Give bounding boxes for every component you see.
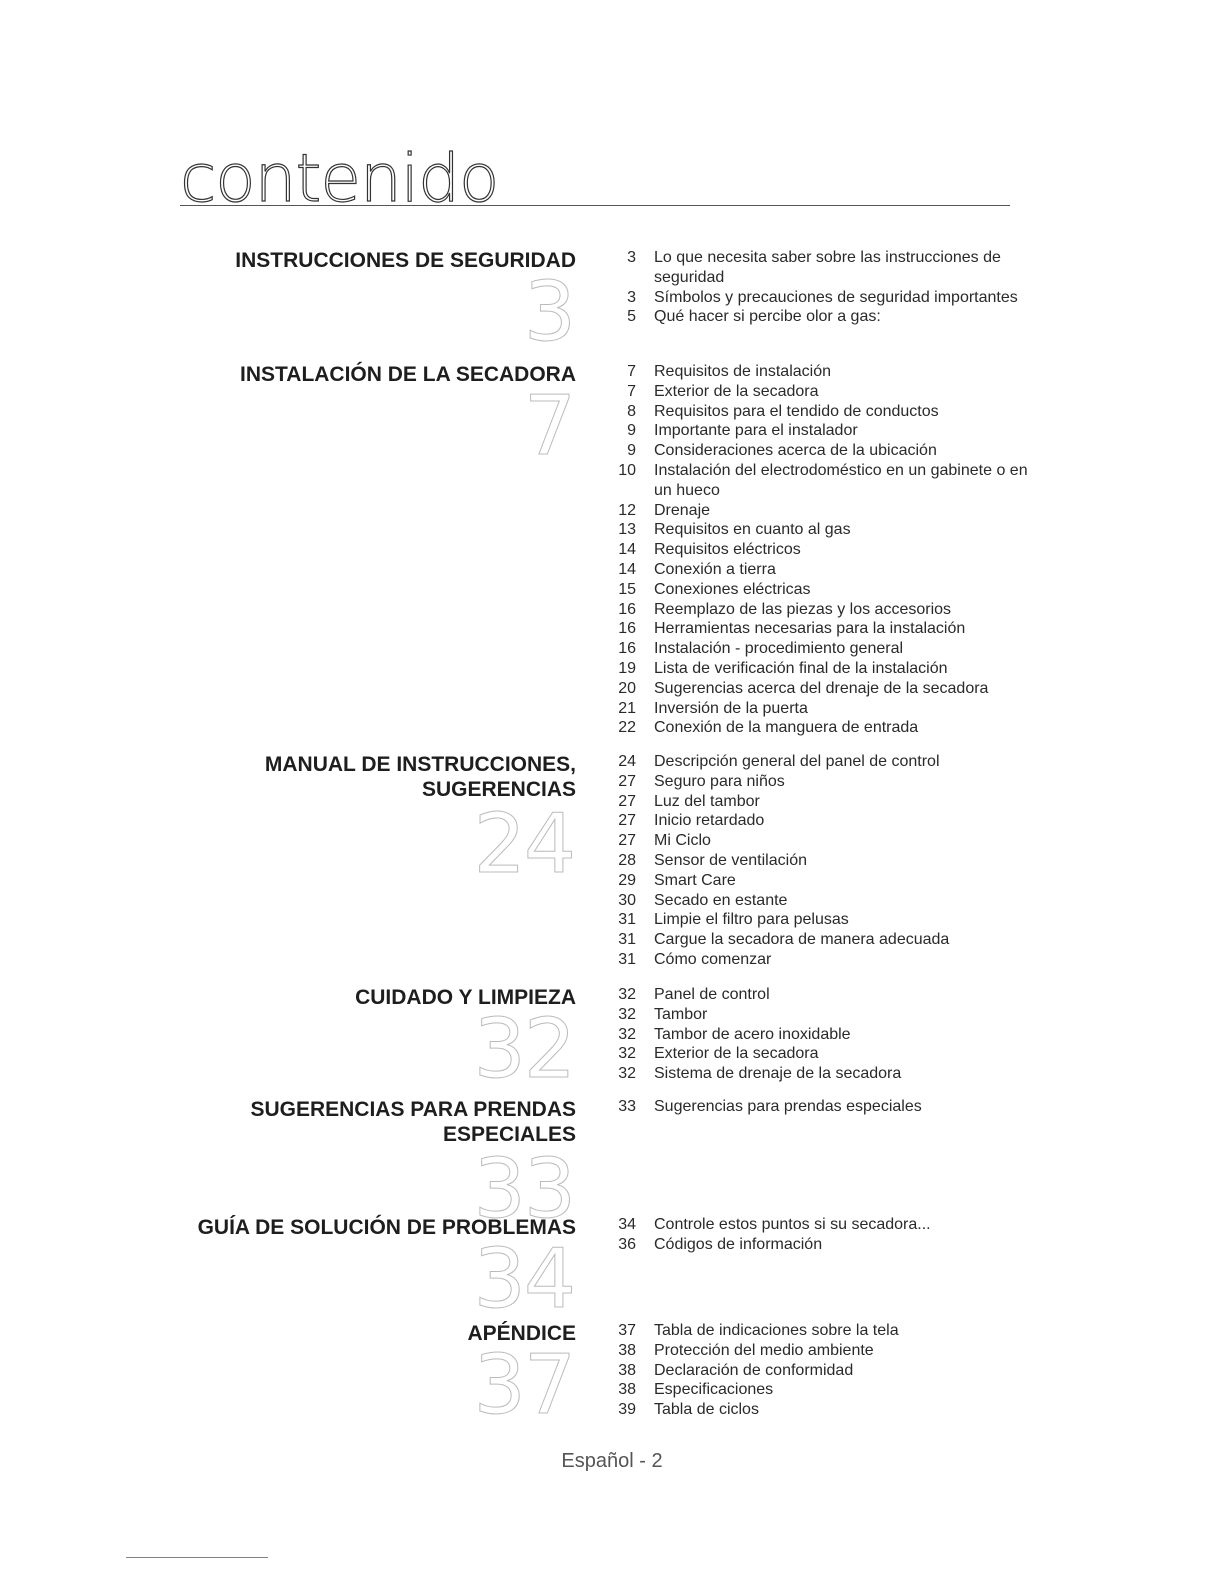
section-entries <box>610 1321 1030 1420</box>
entry-page-number: 27 <box>618 812 636 830</box>
entry-title: Consideraciones acerca de la ubicación <box>654 442 937 460</box>
toc-entry[interactable] <box>610 792 1030 812</box>
entry-title: Requisitos de instalación <box>654 363 831 380</box>
entry-page-number: 5 <box>627 308 636 326</box>
section-heading <box>156 752 576 802</box>
toc-entry[interactable] <box>610 1064 1030 1084</box>
toc-entry[interactable] <box>610 1341 1030 1361</box>
toc-entry[interactable] <box>610 1025 1030 1045</box>
entry-page-number: 16 <box>618 600 636 618</box>
entry-title: Importante para el instalador <box>654 422 858 440</box>
section-heading <box>156 1097 576 1147</box>
entry-title: Sensor de ventilación <box>654 851 807 869</box>
entry-title: Descripción general del panel de control <box>654 753 940 770</box>
toc-entry[interactable] <box>610 811 1030 831</box>
section-entries <box>610 985 1030 1084</box>
toc-entry[interactable] <box>610 985 1030 1005</box>
entry-title: Secado en estante <box>654 891 788 909</box>
entry-page-number: 27 <box>618 832 636 850</box>
entry-page-number: 30 <box>618 891 636 909</box>
toc-entry[interactable] <box>610 560 1030 580</box>
entry-title: Sistema de drenaje de la secadora <box>654 1065 902 1083</box>
toc-entry[interactable] <box>610 1361 1030 1381</box>
toc-entry[interactable] <box>610 910 1030 930</box>
entry-title: Mi Ciclo <box>654 832 711 850</box>
entry-page-number: 27 <box>618 772 636 790</box>
entry-title: Exterior de la secadora <box>654 1045 819 1063</box>
entry-title: Inicio retardado <box>654 812 765 830</box>
entry-title: Requisitos en cuanto al gas <box>654 521 851 539</box>
entry-title: Conexión de la manguera de entrada <box>654 719 919 737</box>
section-entries <box>610 1215 1030 1255</box>
toc-entry[interactable] <box>610 891 1030 911</box>
entry-page-number: 38 <box>618 1341 636 1359</box>
entry-page-number: 28 <box>618 851 636 869</box>
entry-title: Lo que necesita saber sobre las instrucciones de seguridad <box>654 249 1001 286</box>
entry-page-number: 32 <box>618 1005 636 1023</box>
toc-entry[interactable] <box>610 679 1030 699</box>
toc-entry[interactable] <box>610 772 1030 792</box>
section-heading <box>156 362 576 387</box>
toc-entry[interactable] <box>610 1380 1030 1400</box>
entry-page-number: 3 <box>627 288 636 306</box>
toc-entry[interactable] <box>610 441 1030 461</box>
section-heading <box>156 248 576 273</box>
section-entries <box>610 248 1030 327</box>
section-heading-line: CUIDADO Y LIMPIEZA <box>355 986 576 1009</box>
entry-page-number: 32 <box>618 1045 636 1063</box>
toc-entry[interactable] <box>610 619 1030 639</box>
toc-entry[interactable] <box>610 831 1030 851</box>
section-page-number: 33 <box>473 1142 574 1237</box>
entry-title: Protección del medio ambiente <box>654 1341 874 1359</box>
section-page-number: 3 <box>523 265 574 360</box>
toc-entry[interactable] <box>610 501 1030 521</box>
entry-title: Cargue la secadora de manera adecuada <box>654 931 950 949</box>
toc-entry[interactable] <box>610 752 1030 772</box>
entry-page-number: 32 <box>618 1065 636 1083</box>
section-page-number: 37 <box>473 1338 574 1433</box>
entry-title: Especificaciones <box>654 1381 774 1399</box>
toc-entry[interactable] <box>610 1215 1030 1235</box>
toc-entry[interactable] <box>610 288 1030 308</box>
section-heading-line: SUGERENCIAS PARA PRENDAS <box>250 1098 576 1121</box>
entry-page-number: 38 <box>618 1381 636 1399</box>
entry-page-number: 33 <box>618 1098 636 1115</box>
entry-page-number: 3 <box>627 249 636 266</box>
toc-entry[interactable] <box>610 718 1030 738</box>
bottom-rule <box>126 1557 268 1558</box>
entry-title: Tambor de acero inoxidable <box>654 1025 851 1043</box>
entry-page-number: 14 <box>618 541 636 559</box>
page-footer: Español - 2 <box>561 1450 663 1472</box>
entry-page-number: 27 <box>618 792 636 810</box>
entry-page-number: 19 <box>618 659 636 677</box>
toc-entry[interactable] <box>610 851 1030 871</box>
toc-entry[interactable] <box>610 930 1030 950</box>
entry-page-number: 15 <box>618 580 636 598</box>
section-page-number: 24 <box>473 797 574 892</box>
toc-entry[interactable] <box>610 362 1030 382</box>
entry-page-number: 29 <box>618 871 636 889</box>
entry-title: Declaración de conformidad <box>654 1361 854 1379</box>
entry-page-number: 7 <box>627 382 636 400</box>
entry-title: Controle estos puntos si su secadora... <box>654 1216 931 1233</box>
entry-title: Lista de verificación final de la instalación <box>654 659 948 677</box>
entry-title: Seguro para niños <box>654 772 785 790</box>
page-title: contenido <box>180 140 499 217</box>
title-rule <box>180 205 1010 206</box>
entry-page-number: 16 <box>618 620 636 638</box>
toc-entry[interactable] <box>610 461 1030 501</box>
entry-page-number: 22 <box>618 719 636 737</box>
entry-title: Tambor <box>654 1005 708 1023</box>
section-entries <box>610 362 1030 738</box>
entry-title: Instalación del electrodoméstico en un gabinete o en un hueco <box>654 461 1028 499</box>
entry-page-number: 37 <box>618 1322 636 1339</box>
entry-page-number: 36 <box>618 1235 636 1253</box>
entry-page-number: 13 <box>618 521 636 539</box>
entry-title: Conexiones eléctricas <box>654 580 811 598</box>
section-heading-line: INSTALACIÓN DE LA SECADORA <box>240 363 576 386</box>
toc-entry[interactable] <box>610 520 1030 540</box>
section-page-number: 32 <box>473 1002 574 1097</box>
toc-entry[interactable] <box>610 1044 1030 1064</box>
entry-title: Herramientas necesarias para la instalación <box>654 620 966 638</box>
entry-page-number: 32 <box>618 1025 636 1043</box>
entry-title: Requisitos para el tendido de conductos <box>654 402 939 420</box>
toc-entry[interactable] <box>610 580 1030 600</box>
toc-entry[interactable] <box>610 659 1030 679</box>
entry-title: Conexión a tierra <box>654 560 776 578</box>
section-heading-line: APÉNDICE <box>467 1322 576 1345</box>
entry-title: Inversión de la puerta <box>654 699 808 717</box>
entry-page-number: 14 <box>618 560 636 578</box>
toc-entry[interactable] <box>610 871 1030 891</box>
entry-title: Exterior de la secadora <box>654 382 819 400</box>
entry-title: Drenaje <box>654 501 711 519</box>
section-page-number: 7 <box>523 379 574 474</box>
entry-page-number: 31 <box>618 911 636 929</box>
entry-title: Reemplazo de las piezas y los accesorios <box>654 600 952 618</box>
section-heading-line: INSTRUCCIONES DE SEGURIDAD <box>235 249 576 272</box>
section-page-number: 34 <box>473 1232 574 1327</box>
entry-page-number: 21 <box>618 699 636 717</box>
entry-page-number: 24 <box>618 753 636 770</box>
entry-title: Símbolos y precauciones de seguridad importantes <box>654 288 1018 306</box>
entry-page-number: 20 <box>618 679 636 697</box>
entry-title: Códigos de información <box>654 1235 823 1253</box>
entry-title: Smart Care <box>654 871 736 889</box>
entry-page-number: 8 <box>627 402 636 420</box>
toc-entry[interactable] <box>610 1321 1030 1341</box>
entry-page-number: 7 <box>627 363 636 380</box>
toc-entry[interactable] <box>610 402 1030 422</box>
toc-entry[interactable] <box>610 950 1030 970</box>
section-entries <box>610 1097 1030 1117</box>
entry-page-number: 32 <box>618 986 636 1003</box>
section-entries <box>610 752 1030 970</box>
toc-entry[interactable] <box>610 382 1030 402</box>
toc-entry[interactable] <box>610 307 1030 327</box>
toc-entry[interactable] <box>610 1400 1030 1420</box>
entry-title: Qué hacer si percibe olor a gas: <box>654 308 881 326</box>
entry-page-number: 31 <box>618 950 636 968</box>
entry-page-number: 34 <box>618 1216 636 1233</box>
toc-entry[interactable] <box>610 1235 1030 1255</box>
entry-page-number: 9 <box>627 442 636 460</box>
entry-title: Requisitos eléctricos <box>654 541 801 559</box>
entry-title: Limpie el filtro para pelusas <box>654 911 849 929</box>
section-heading-line: GUÍA DE SOLUCIÓN DE PROBLEMAS <box>197 1216 576 1239</box>
entry-page-number: 9 <box>627 422 636 440</box>
section-heading-line: SUGERENCIAS <box>421 778 576 801</box>
entry-title: Panel de control <box>654 986 770 1003</box>
entry-title: Instalación - procedimiento general <box>654 640 904 658</box>
entry-title: Sugerencias para prendas especiales <box>654 1098 922 1115</box>
toc-entry[interactable] <box>610 540 1030 560</box>
toc-entry[interactable] <box>610 1097 1030 1117</box>
toc-entry[interactable] <box>610 1005 1030 1025</box>
entry-page-number: 39 <box>618 1401 636 1419</box>
entry-page-number: 16 <box>618 640 636 658</box>
entry-title: Cómo comenzar <box>654 950 772 968</box>
entry-title: Sugerencias acerca del drenaje de la secadora <box>654 679 989 697</box>
toc-entry[interactable] <box>610 639 1030 659</box>
section-heading-line: MANUAL DE INSTRUCCIONES, <box>264 753 576 776</box>
entry-title: Tabla de indicaciones sobre la tela <box>654 1322 899 1339</box>
toc-entry[interactable] <box>610 699 1030 719</box>
entry-title: Luz del tambor <box>654 792 760 810</box>
entry-title: Tabla de ciclos <box>654 1401 759 1419</box>
toc-entry[interactable] <box>610 421 1030 441</box>
entry-page-number: 10 <box>618 461 636 479</box>
entry-page-number: 38 <box>618 1361 636 1379</box>
entry-page-number: 31 <box>618 931 636 949</box>
entry-page-number: 12 <box>618 501 636 519</box>
toc-entry[interactable] <box>610 248 1030 288</box>
toc-entry[interactable] <box>610 600 1030 620</box>
section-heading-line: ESPECIALES <box>442 1123 576 1146</box>
